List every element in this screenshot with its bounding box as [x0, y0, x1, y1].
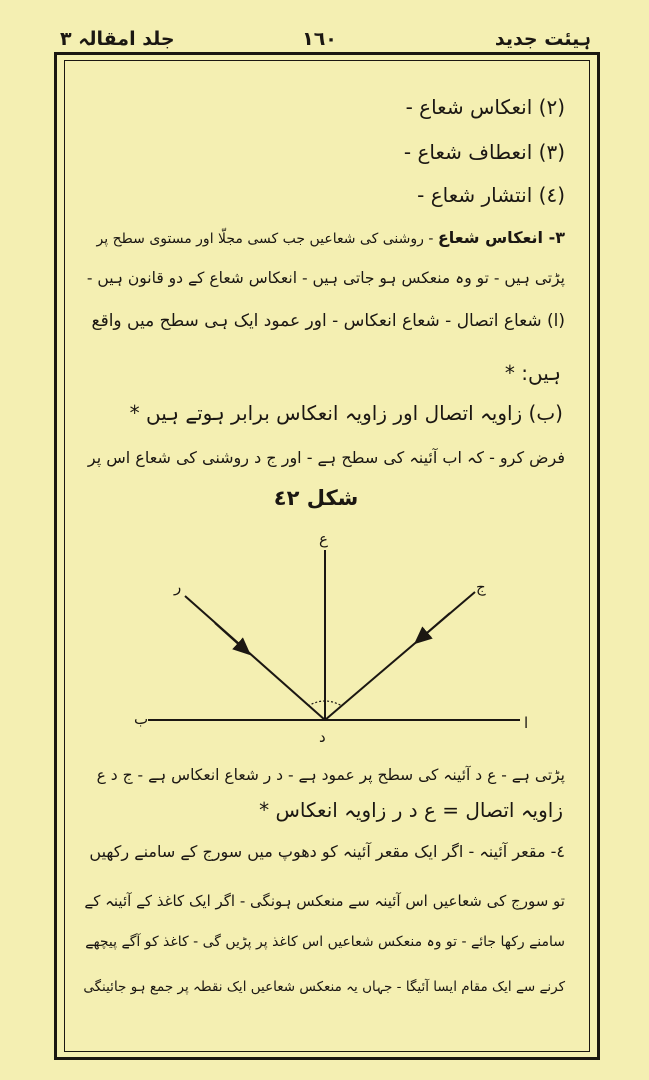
label-mirror-right: ا	[524, 714, 529, 732]
incident-arrow	[420, 613, 450, 639]
incident-ray	[325, 592, 475, 720]
text-line-4	[97, 223, 565, 254]
text-line-5: پڑتی ہیں - تو وہ منعکس ہو جاتی ہیں - انعکاس شعاع کے دو قانون ہیں -	[86, 269, 565, 287]
text-line-9: فرض کرو - کہ اب آئینہ کی سطح ہے - اور ج د روشنی کی شعاع اس پر	[87, 448, 565, 467]
label-incident-start: ج	[476, 578, 486, 596]
text-line-4-rest: - روشنی کی شعاعیں جب کسی مجلّا اور مستوی سطح پر	[96, 231, 434, 247]
text-line-11: زاویہ اتصال = ع د ر زاویہ انعکاس *	[259, 798, 563, 822]
figure-title: شکل ٤٢	[273, 486, 359, 510]
text-line-1: (٢) انعکاس شعاع -	[405, 95, 565, 119]
label-incidence-point: د	[319, 728, 326, 746]
volume-label: جلد امقالہ ٣	[60, 28, 175, 50]
text-line-15: کرنے سے ایک مقام ایسا آئیگا - جہاں یہ منعکس شعاعیں ایک نقطہ پر جمع ہو جائینگی	[83, 979, 565, 995]
text-line-7: ہیں: *	[504, 361, 561, 385]
reflection-diagram	[120, 520, 560, 750]
label-normal-top: ع	[319, 530, 328, 548]
text-line-13: تو سورج کی شعاعیں اس آئینہ سے منعکس ہونگی - اگر ایک کاغذ کے آئینہ کے	[84, 892, 565, 910]
text-line-2: (٣) انعطاف شعاع -	[403, 140, 565, 164]
book-title: ہیئت جدید	[494, 28, 591, 50]
text-line-10: پڑتی ہے - ع د آئینہ کی سطح پر عمود ہے - د ر شعاع انعکاس ہے - ج د ع	[96, 766, 565, 784]
text-line-8: (ب) زاویہ اتصال اور زاویہ انعکاس برابر ہوتے ہیں *	[129, 401, 563, 425]
reflected-ray	[185, 596, 325, 720]
section-heading-reflection: ٣- انعکاس شعاع	[437, 228, 565, 247]
label-mirror-left: ب	[134, 710, 149, 728]
text-line-14: سامنے رکھا جائے - تو وہ منعکس شعاعیں اس کاغذ پر پڑیں گی - کاغذ کو آگے پیچھے	[85, 934, 565, 950]
reflected-arrow	[215, 623, 245, 650]
text-line-3: (٤) انتشار شعاع -	[417, 183, 565, 207]
text-line-6: (ا) شعاع اتصال - شعاع انعکاس - اور عمود ایک ہی سطح میں واقع	[91, 311, 565, 331]
page-number: ١٦٠	[302, 28, 337, 50]
text-line-12: ٤- مقعر آئینہ - اگر ایک مقعر آئینہ کو دھوپ میں سورج کے سامنے رکھیں	[89, 842, 565, 861]
label-reflected-end: ر	[174, 578, 182, 596]
